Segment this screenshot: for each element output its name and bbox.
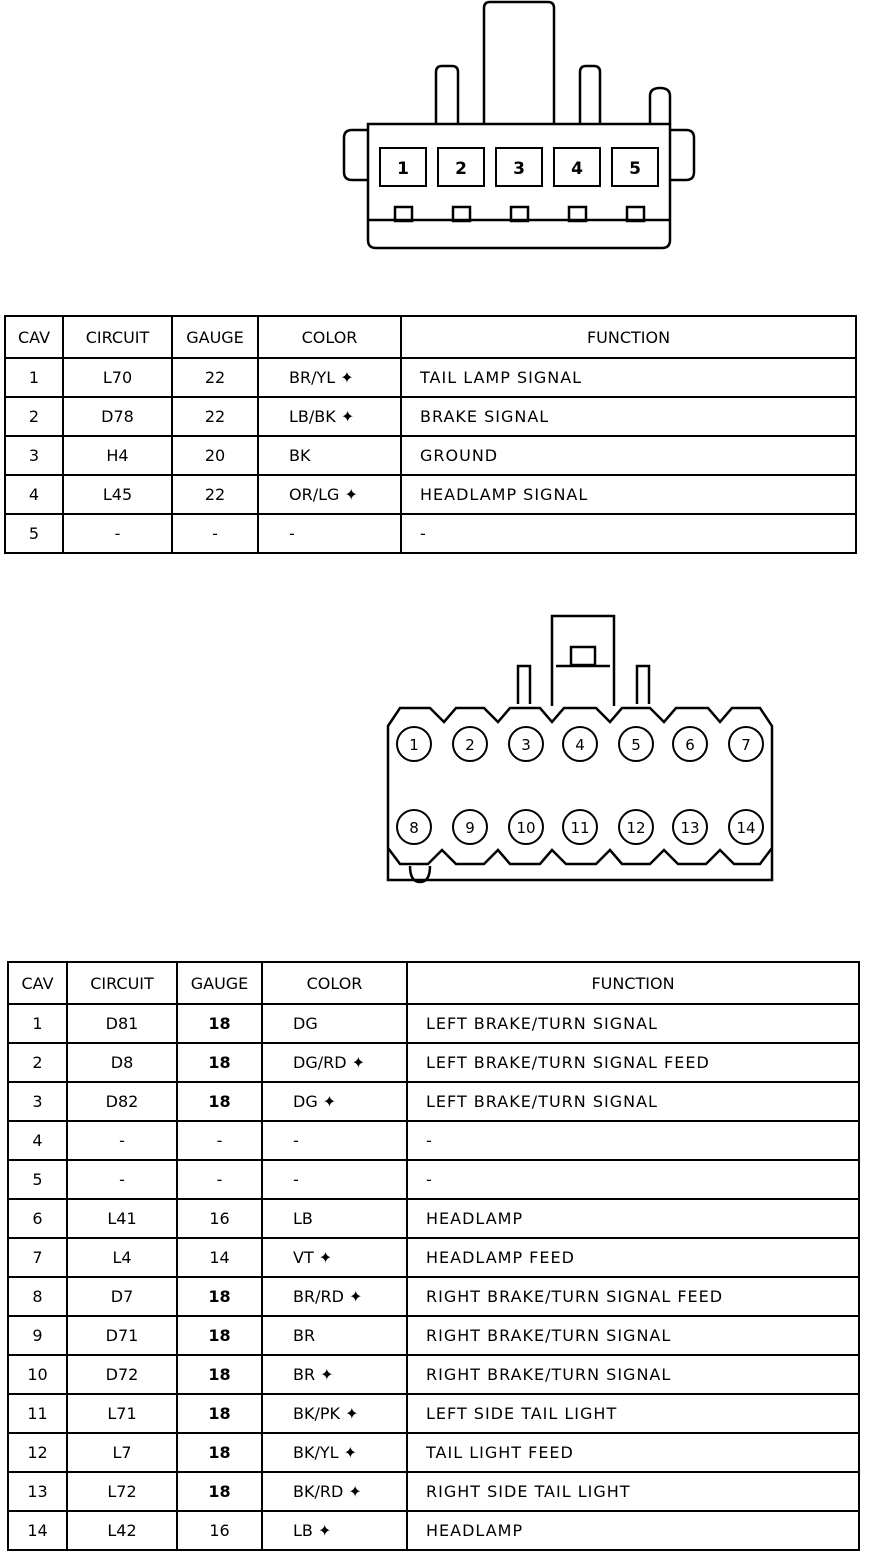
- header-gauge: GAUGE: [172, 316, 258, 358]
- cavity-14-label: 14: [736, 819, 756, 837]
- cell-function: -: [401, 514, 856, 553]
- cell-color: LB/BK ✦: [258, 397, 401, 436]
- table-row: [8, 1394, 859, 1433]
- cell-gauge: 18: [177, 1277, 262, 1316]
- cell-gauge: 18: [177, 1355, 262, 1394]
- cavity-4-label: 4: [575, 736, 585, 754]
- cell-gauge: 18: [177, 1004, 262, 1043]
- cell-gauge: 20: [172, 436, 258, 475]
- cell-function: RIGHT BRAKE/TURN SIGNAL: [407, 1316, 859, 1355]
- cavity-11-label: 11: [570, 819, 590, 837]
- table-row: [8, 1121, 859, 1160]
- cell-circuit: D7: [67, 1277, 177, 1316]
- cell-circuit: D82: [67, 1082, 177, 1121]
- cell-gauge: 18: [177, 1433, 262, 1472]
- cell-cav: 2: [5, 397, 63, 436]
- cell-gauge: -: [177, 1121, 262, 1160]
- table-row: [8, 1355, 859, 1394]
- cell-function: LEFT SIDE TAIL LIGHT: [407, 1394, 859, 1433]
- cell-color: OR/LG ✦: [258, 475, 401, 514]
- cell-function: TAIL LIGHT FEED: [407, 1433, 859, 1472]
- header-gauge: GAUGE: [177, 962, 262, 1004]
- cell-cav: 3: [8, 1082, 67, 1121]
- header-cav: CAV: [8, 962, 67, 1004]
- cell-circuit: L45: [63, 475, 172, 514]
- cell-circuit: -: [63, 514, 172, 553]
- cavity-5-label: 5: [629, 159, 641, 179]
- table-row: [8, 1160, 859, 1199]
- table-row: [8, 1199, 859, 1238]
- cell-cav: 4: [8, 1121, 67, 1160]
- cell-function: -: [407, 1121, 859, 1160]
- header-color: COLOR: [258, 316, 401, 358]
- table-row: [8, 1316, 859, 1355]
- cell-circuit: L72: [67, 1472, 177, 1511]
- cell-function: RIGHT SIDE TAIL LIGHT: [407, 1472, 859, 1511]
- cell-cav: 2: [8, 1043, 67, 1082]
- cell-gauge: 18: [177, 1394, 262, 1433]
- cell-gauge: 14: [177, 1238, 262, 1277]
- cavity-3-label: 3: [513, 159, 525, 179]
- cell-function: BRAKE SIGNAL: [401, 397, 856, 436]
- cell-color: BK/YL ✦: [262, 1433, 407, 1472]
- cavity-1-label: 1: [409, 736, 419, 754]
- cell-cav: 12: [8, 1433, 67, 1472]
- cavity-12-label: 12: [626, 819, 646, 837]
- header-function: FUNCTION: [407, 962, 859, 1004]
- cell-circuit: D81: [67, 1004, 177, 1043]
- cell-circuit: L4: [67, 1238, 177, 1277]
- cell-color: BR: [262, 1316, 407, 1355]
- cell-color: DG/RD ✦: [262, 1043, 407, 1082]
- cell-gauge: 16: [177, 1511, 262, 1550]
- cell-function: LEFT BRAKE/TURN SIGNAL FEED: [407, 1043, 859, 1082]
- cell-circuit: D8: [67, 1043, 177, 1082]
- table-row: [8, 1082, 859, 1121]
- cell-color: DG: [262, 1004, 407, 1043]
- cell-cav: 7: [8, 1238, 67, 1277]
- pinout-table-2: [7, 961, 860, 1551]
- cell-cav: 13: [8, 1472, 67, 1511]
- cell-gauge: -: [177, 1160, 262, 1199]
- cavity-10-label: 10: [516, 819, 536, 837]
- cavity-9-label: 9: [465, 819, 475, 837]
- cell-function: HEADLAMP FEED: [407, 1238, 859, 1277]
- cell-cav: 11: [8, 1394, 67, 1433]
- cell-color: BK/RD ✦: [262, 1472, 407, 1511]
- cell-circuit: H4: [63, 436, 172, 475]
- cell-color: BR/RD ✦: [262, 1277, 407, 1316]
- cell-color: BR ✦: [262, 1355, 407, 1394]
- cell-circuit: -: [67, 1160, 177, 1199]
- cell-color: LB: [262, 1199, 407, 1238]
- cell-gauge: 22: [172, 358, 258, 397]
- cavity-6-label: 6: [685, 736, 695, 754]
- cell-circuit: D78: [63, 397, 172, 436]
- cell-circuit: -: [67, 1121, 177, 1160]
- cell-function: LEFT BRAKE/TURN SIGNAL: [407, 1082, 859, 1121]
- cell-gauge: 22: [172, 397, 258, 436]
- cavity-2-label: 2: [455, 159, 467, 179]
- cell-gauge: 18: [177, 1043, 262, 1082]
- cell-color: LB ✦: [262, 1511, 407, 1550]
- cell-function: -: [407, 1160, 859, 1199]
- cell-circuit: L42: [67, 1511, 177, 1550]
- cell-circuit: L71: [67, 1394, 177, 1433]
- cell-cav: 1: [5, 358, 63, 397]
- cell-function: RIGHT BRAKE/TURN SIGNAL: [407, 1355, 859, 1394]
- header-circuit: CIRCUIT: [67, 962, 177, 1004]
- cavity-13-label: 13: [680, 819, 700, 837]
- cell-circuit: L41: [67, 1199, 177, 1238]
- cell-color: -: [258, 514, 401, 553]
- cell-cav: 14: [8, 1511, 67, 1550]
- cell-cav: 5: [8, 1160, 67, 1199]
- cell-gauge: 18: [177, 1316, 262, 1355]
- cell-circuit: L70: [63, 358, 172, 397]
- cell-function: TAIL LAMP SIGNAL: [401, 358, 856, 397]
- header-function: FUNCTION: [401, 316, 856, 358]
- cell-function: LEFT BRAKE/TURN SIGNAL: [407, 1004, 859, 1043]
- cavity-1-label: 1: [397, 159, 409, 179]
- cell-gauge: -: [172, 514, 258, 553]
- cell-color: -: [262, 1121, 407, 1160]
- table-row: [8, 1472, 859, 1511]
- table-row: [8, 1277, 859, 1316]
- cell-gauge: 22: [172, 475, 258, 514]
- table-row: [8, 1433, 859, 1472]
- header-circuit: CIRCUIT: [63, 316, 172, 358]
- cell-function: GROUND: [401, 436, 856, 475]
- header-color: COLOR: [262, 962, 407, 1004]
- cell-gauge: 18: [177, 1472, 262, 1511]
- cell-color: VT ✦: [262, 1238, 407, 1277]
- table-row: [8, 1511, 859, 1550]
- cell-cav: 3: [5, 436, 63, 475]
- cell-function: HEADLAMP SIGNAL: [401, 475, 856, 514]
- cell-circuit: L7: [67, 1433, 177, 1472]
- cell-color: DG ✦: [262, 1082, 407, 1121]
- cell-color: BR/YL ✦: [258, 358, 401, 397]
- cavity-2-label: 2: [465, 736, 475, 754]
- cell-gauge: 18: [177, 1082, 262, 1121]
- cell-color: -: [262, 1160, 407, 1199]
- cell-cav: 6: [8, 1199, 67, 1238]
- cell-function: RIGHT BRAKE/TURN SIGNAL FEED: [407, 1277, 859, 1316]
- table-header-row: [8, 962, 859, 1004]
- table-row: [8, 1043, 859, 1082]
- cell-cav: 10: [8, 1355, 67, 1394]
- cavity-7-label: 7: [741, 736, 751, 754]
- cell-circuit: D72: [67, 1355, 177, 1394]
- cell-function: HEADLAMP: [407, 1511, 859, 1550]
- cell-cav: 4: [5, 475, 63, 514]
- header-cav: CAV: [5, 316, 63, 358]
- cell-color: BK: [258, 436, 401, 475]
- cell-function: HEADLAMP: [407, 1199, 859, 1238]
- table-row: [8, 1004, 859, 1043]
- cell-cav: 5: [5, 514, 63, 553]
- cell-gauge: 16: [177, 1199, 262, 1238]
- table-row: [8, 1238, 859, 1277]
- cell-color: BK/PK ✦: [262, 1394, 407, 1433]
- cavity-3-label: 3: [521, 736, 531, 754]
- cavity-5-label: 5: [631, 736, 641, 754]
- cell-cav: 9: [8, 1316, 67, 1355]
- cell-circuit: D71: [67, 1316, 177, 1355]
- cavity-8-label: 8: [409, 819, 419, 837]
- cell-cav: 1: [8, 1004, 67, 1043]
- cavity-4-label: 4: [571, 159, 583, 179]
- cell-cav: 8: [8, 1277, 67, 1316]
